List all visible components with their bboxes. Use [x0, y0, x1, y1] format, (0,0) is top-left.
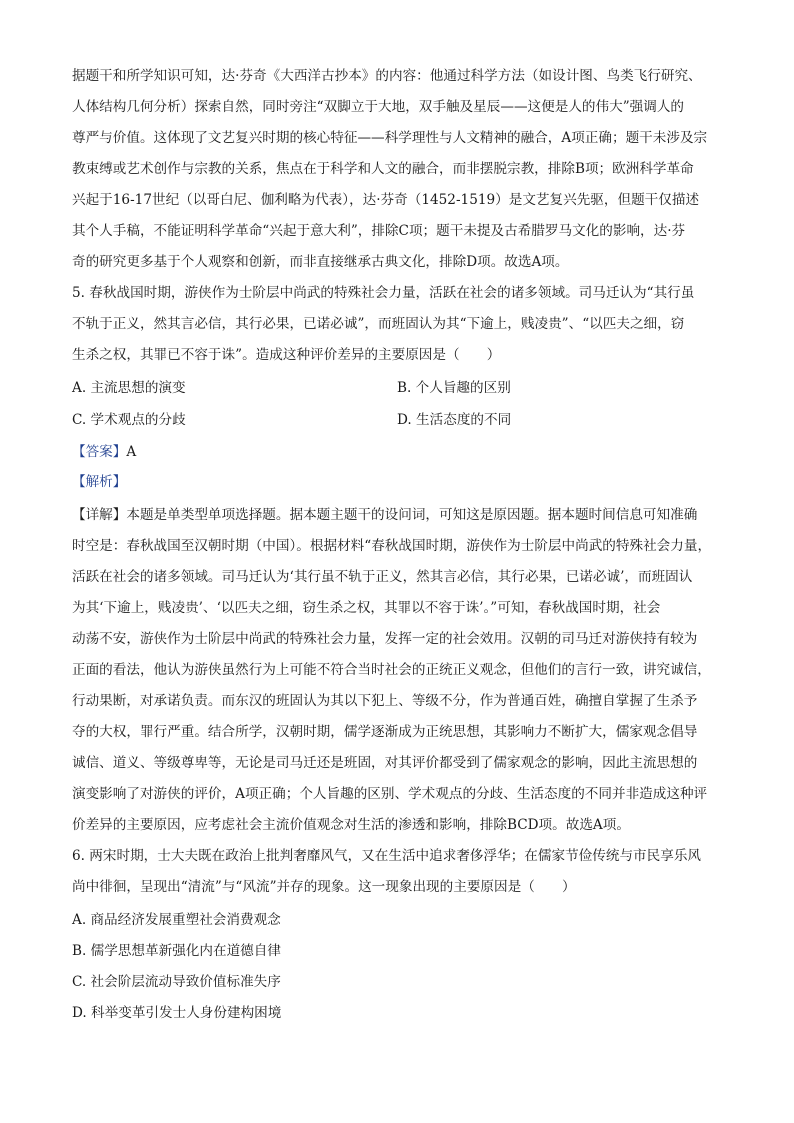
analysis-line: 教束缚或艺术创作与宗教的关系，焦点在于科学和人文的融合，而非摆脱宗教，排除B项；欧洲科学革命: [72, 161, 694, 177]
question-5-option-a: A. 主流思想的演变: [72, 380, 186, 396]
question-5-option-b: B. 个人旨趣的区别: [397, 380, 511, 396]
detail-line: 【详解】本题是单类型单项选择题。据本题主题干的设问词，可知这是原因题。据本题时间信息可知准确: [72, 507, 698, 523]
analysis-heading: 【解析】: [72, 474, 127, 490]
detail-line: 正面的看法，他认为游侠虽然行为上可能不符合当时社会的正统正义观念，但他们的言行一致，讲究诚信，: [72, 662, 711, 678]
question-6-option-b: B. 儒学思想革新强化内在道德自律: [72, 943, 281, 959]
answer-line: [72, 442, 136, 462]
analysis-line: 奇的研究更多基于个人观察和创新，而非直接继承古典文化，排除D项。故选A项。: [72, 254, 569, 270]
analysis-label: [72, 472, 126, 492]
analysis-line: 尊严与价值。这体现了文艺复兴时期的核心特征——科学理性与人文精神的融合，A项正确；题干未涉及宗: [72, 130, 708, 146]
question-6-stem: 6. 两宋时期，士大夫既在政治上批判奢靡风气，又在生活中追求奢侈浮华；在儒家节俭传统与市民享乐风: [72, 848, 702, 864]
answer-label: 【答案】: [72, 444, 127, 460]
analysis-line: 兴起于16-17世纪（以哥白尼、伽利略为代表），达·芬奇（1452-1519）是文艺复兴先驱，但题干仅描述: [72, 192, 700, 208]
detail-line: 价差异的主要原因，应考虑社会主流价值观念对生活的渗透和影响，排除BCD项。故选A项。: [72, 817, 630, 833]
question-5-option-d: D. 生活态度的不同: [397, 412, 512, 428]
detail-line: 时空是：春秋战国至汉朝时期（中国）。根据材料“春秋战国时期，游侠作为士阶层中尚武的特殊社会力量，: [72, 538, 712, 554]
question-5-stem: 不轨于正义，然其言必信，其行必果，已诺必诚”，而班固认为其“下逾上，贱凌贵”、“以匹夫之细，窃: [72, 316, 685, 332]
question-5-stem: 生杀之权，其罪已不容于诛”。造成这种评价差异的主要原因是（ ）: [72, 347, 501, 363]
question-5-option-c: C. 学术观点的分歧: [72, 412, 186, 428]
question-6-stem: 尚中徘徊，呈现出“清流”与“风流”并存的现象。这一现象出现的主要原因是（ ）: [72, 879, 576, 895]
detail-line: 行动果断，对承诺负责。而东汉的班固认为其以下犯上、等级不分，作为普通百姓，确擅自掌握了生杀予: [72, 693, 698, 709]
analysis-line: 其个人手稿，不能证明科学革命“兴起于意大利”，排除C项；题干未提及古希腊罗马文化的影响，达·芬: [72, 223, 686, 239]
question-6-option-c: C. 社会阶层流动导致价值标准失序: [72, 974, 281, 990]
detail-line: 为其‘下逾上，贱凌贵’、‘以匹夫之细，窃生杀之权，其罪以不容于诛’。”可知，春秋战国时期，社会: [72, 600, 661, 616]
question-6-option-a: A. 商品经济发展重塑社会消费观念: [72, 912, 281, 928]
detail-line: 动荡不安，游侠作为士阶层中尚武的特殊社会力量，发挥一定的社会效用。汉朝的司马迁对游侠持有较为: [72, 631, 698, 647]
question-6-option-d: D. 科举变革引发士人身份建构困境: [72, 1005, 282, 1021]
detail-line: 演变影响了对游侠的评价，A项正确；个人旨趣的区别、学术观点的分歧、生活态度的不同并非造成这种评: [72, 786, 708, 802]
detail-line: 活跃在社会的诸多领域。司马迁认为‘其行虽不轨于正义，然其言必信，其行必果，已诺必诚’，而班固认: [72, 569, 693, 585]
answer-value: A: [126, 444, 137, 460]
detail-line: 夺的大权，罪行严重。结合所学，汉朝时期，儒学逐渐成为正统思想，其影响力不断扩大，儒家观念倡导: [72, 724, 698, 740]
detail-line: 诚信、道义、等级尊卑等，无论是司马迁还是班固，对其评价都受到了儒家观念的影响，因此主流思想的: [72, 755, 698, 771]
analysis-line: 人体结构几何分析）探索自然，同时旁注“双脚立于大地，双手触及星辰——这便是人的伟大”强调人的: [72, 99, 685, 115]
question-5-stem: 5. 春秋战国时期，游侠作为士阶层中尚武的特殊社会力量，活跃在社会的诸多领域。司马迁认为“其行虽: [72, 285, 695, 301]
analysis-line: 据题干和所学知识可知，达·芬奇《大西洋古抄本》的内容：他通过科学方法（如设计图、鸟类飞行研究、: [72, 68, 702, 84]
